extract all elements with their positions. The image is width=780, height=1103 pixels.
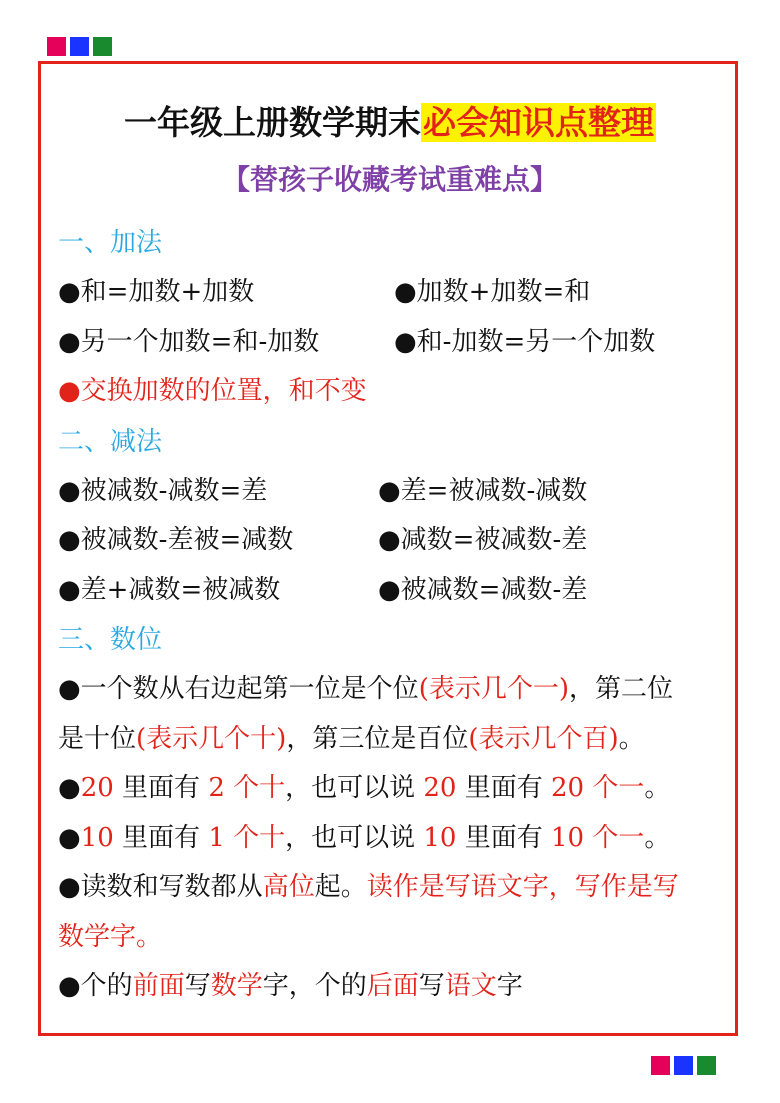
text-line: 数学字。 <box>58 921 163 952</box>
formula: ●和=加数+加数 <box>58 277 255 307</box>
section-heading-addition: 一、加法 <box>58 228 163 258</box>
text-line <box>58 764 742 814</box>
text: 里面有 <box>456 773 552 803</box>
formula-row <box>58 318 742 368</box>
formula: ●被减数-减数=差 <box>58 475 268 506</box>
text: ，第三位是百位 <box>286 723 469 754</box>
text: 字 <box>496 971 523 1001</box>
text: ，也可以说 <box>285 822 424 853</box>
green-square-icon <box>93 37 112 56</box>
content <box>58 218 742 1012</box>
text: 。 <box>618 723 645 754</box>
text: ，也可以说 <box>285 773 424 803</box>
decor-squares-top <box>47 37 112 56</box>
red-text: 20 个一 <box>551 773 645 803</box>
red-text: 2 个十 <box>208 773 286 803</box>
section-heading-subtraction: 二、减法 <box>58 426 163 457</box>
formula: ●差+减数=被减数 <box>58 574 281 605</box>
decor-squares-bottom <box>651 1056 716 1075</box>
formula: ●和-加数=另一个加数 <box>394 326 656 357</box>
formula-row <box>58 268 742 318</box>
formula-row <box>58 516 742 566</box>
pink-square-icon <box>651 1056 670 1075</box>
red-text: 高位 <box>262 872 315 902</box>
title-plain: 一年级上册数学期末 <box>124 103 421 142</box>
page-subtitle: 【替孩子收藏考试重难点】 <box>221 163 558 196</box>
page-title <box>0 101 780 145</box>
green-square-icon <box>697 1056 716 1075</box>
text-line <box>58 962 742 1012</box>
text: ●个的 <box>58 971 133 1001</box>
addition-note: ●交换加数的位置，和不变 <box>58 376 367 406</box>
red-text: (表示几个十) <box>136 723 287 754</box>
formula: ●被减数-差被=减数 <box>58 525 294 555</box>
text: 起。 <box>314 872 367 902</box>
text: 写 <box>184 971 211 1001</box>
text: 里面有 <box>113 773 209 803</box>
title-highlight: 必会知识点整理 <box>423 103 654 142</box>
red-text: 10 <box>423 822 457 853</box>
red-text: 10 个一 <box>551 822 645 853</box>
formula-row <box>58 467 742 517</box>
text: ●一个数从右边起第一位是个位 <box>58 674 419 704</box>
formula: ●另一个加数=和-加数 <box>58 326 320 357</box>
section-heading-place-value: 三、数位 <box>58 625 163 655</box>
red-text: 20 <box>80 773 114 803</box>
text: ● <box>58 773 81 803</box>
text: ●读数和写数都从 <box>58 872 263 902</box>
red-text: (表示几个百) <box>468 723 619 754</box>
text: ，第二位 <box>568 674 673 704</box>
blue-square-icon <box>70 37 89 56</box>
red-text: (表示几个一) <box>418 674 569 704</box>
red-text: 后面 <box>366 971 419 1001</box>
text: 。 <box>644 822 671 853</box>
text: ● <box>58 822 81 853</box>
text-line <box>58 715 742 765</box>
text-line <box>58 665 742 715</box>
formula: ●减数=被减数-差 <box>378 525 588 555</box>
pink-square-icon <box>47 37 66 56</box>
red-text: 数学 <box>210 971 263 1001</box>
red-text: 语文 <box>444 971 497 1001</box>
formula: ●差=被减数-减数 <box>378 475 588 506</box>
red-text: 读作是写语文字，写作是写 <box>366 872 679 902</box>
red-text: 20 <box>423 773 457 803</box>
red-text: 10 <box>80 822 114 853</box>
text-line <box>58 814 742 864</box>
formula: ●被减数=减数-差 <box>378 574 588 605</box>
text: 里面有 <box>456 822 552 853</box>
text: 里面有 <box>113 822 209 853</box>
formula-row <box>58 566 742 616</box>
red-text: 1 个十 <box>208 822 286 853</box>
blue-square-icon <box>674 1056 693 1075</box>
text: 。 <box>644 773 671 803</box>
text-line <box>58 863 742 913</box>
text: 写 <box>418 971 445 1001</box>
text: 是十位 <box>58 723 137 754</box>
formula: ●加数+加数=和 <box>394 277 591 307</box>
text: 字，个的 <box>262 971 367 1001</box>
red-text: 前面 <box>132 971 185 1001</box>
